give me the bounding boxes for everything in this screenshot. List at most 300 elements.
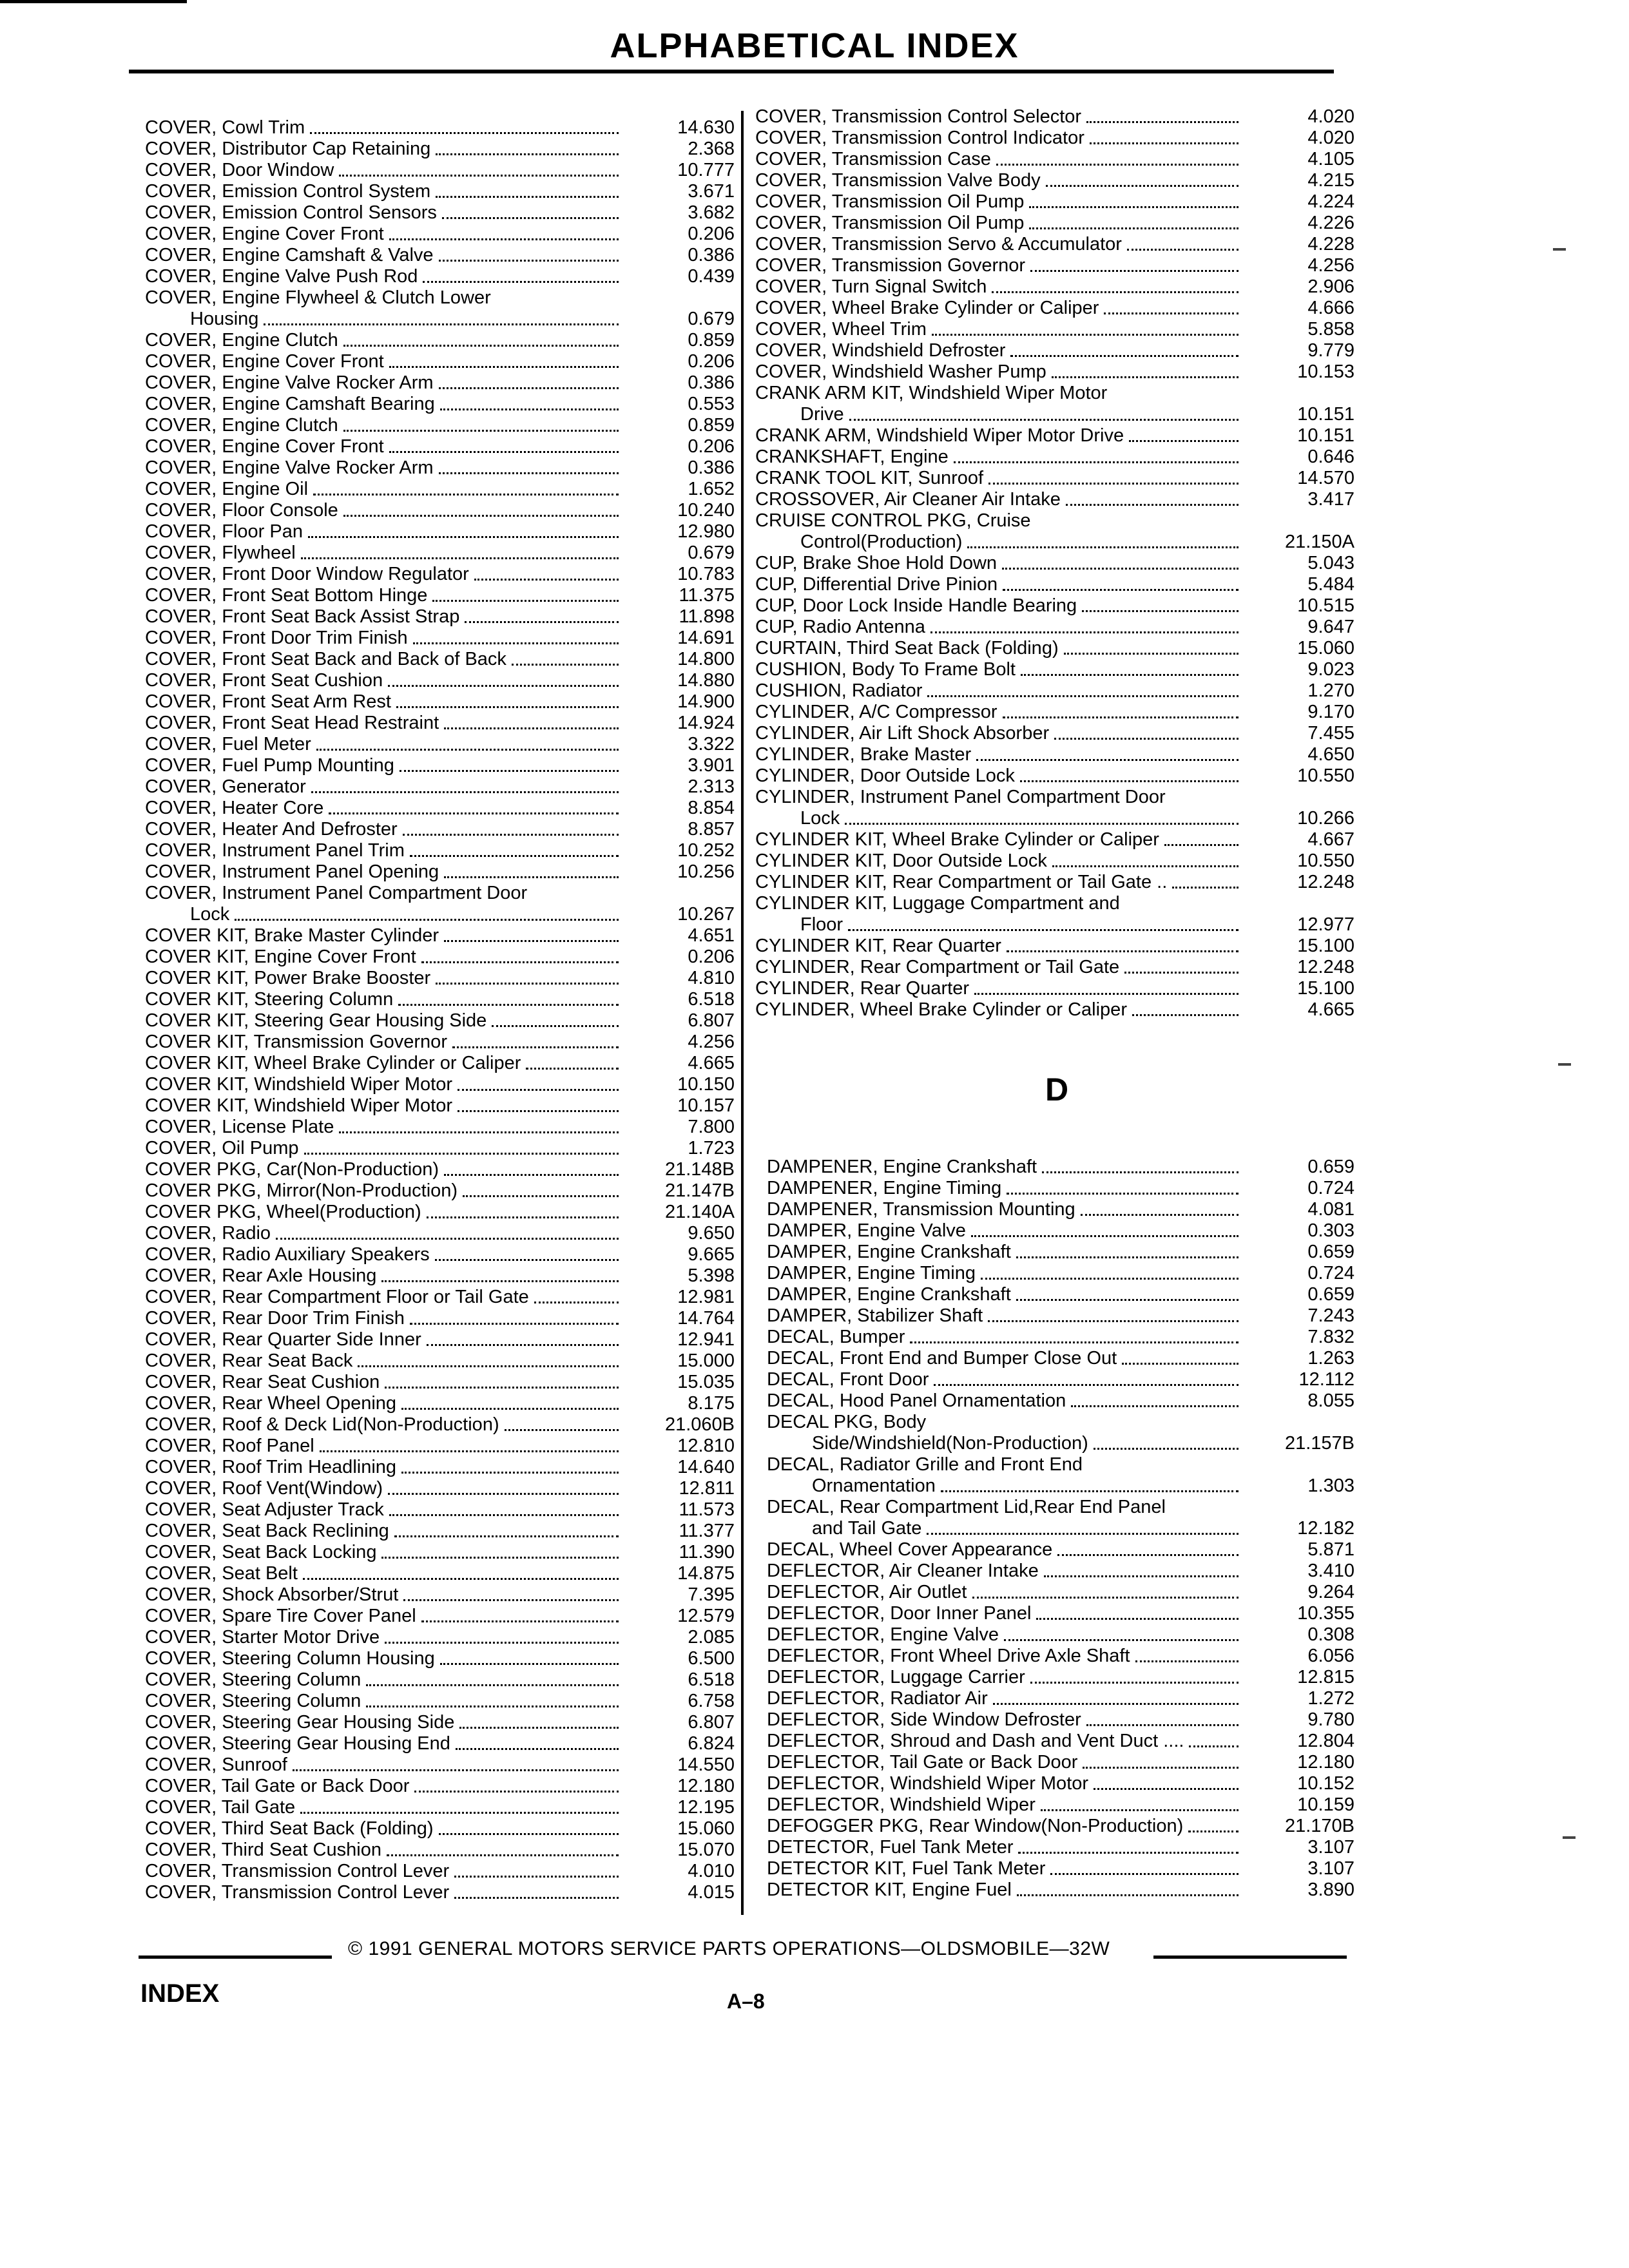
- entry-label: DECAL, Bumper: [767, 1327, 905, 1347]
- index-entry: [767, 1773, 1354, 1794]
- dot-leader: [388, 685, 619, 687]
- index-entry: [145, 1095, 735, 1117]
- dot-leader: [432, 600, 619, 602]
- entry-page-ref: 9.780: [1307, 1709, 1354, 1730]
- entry-page-ref: 10.777: [677, 160, 735, 180]
- entry-page-ref: 15.070: [677, 1840, 735, 1860]
- entry-label: COVER, Seat Adjuster Track: [145, 1499, 384, 1520]
- index-entry: [145, 1308, 735, 1329]
- index-entry: [755, 468, 1354, 489]
- entry-page-ref: 6.824: [688, 1733, 735, 1754]
- dot-leader: [981, 1278, 1239, 1280]
- dot-leader: [1083, 1767, 1239, 1769]
- footer-rule-right: [1153, 1956, 1347, 1959]
- entry-label: COVER KIT, Windshield Wiper Motor: [145, 1095, 453, 1116]
- entry-label: DETECTOR KIT, Engine Fuel: [767, 1879, 1012, 1900]
- index-entry: [145, 139, 735, 160]
- index-entry: [145, 1521, 735, 1542]
- entry-page-ref: 12.195: [677, 1797, 735, 1818]
- dot-leader: [1094, 1788, 1239, 1790]
- entry-page-ref: 1.723: [688, 1138, 735, 1158]
- entry-page-ref: 12.248: [1297, 872, 1354, 892]
- entry-label: DAMPER, Stabilizer Shaft: [767, 1305, 983, 1326]
- dot-leader: [927, 1533, 1239, 1535]
- entry-page-ref: 21.157B: [1284, 1433, 1354, 1454]
- dot-leader: [403, 834, 619, 836]
- index-entry: [755, 659, 1354, 680]
- entry-label: COVER, Steering Gear Housing End: [145, 1733, 450, 1754]
- index-entry: [145, 1010, 735, 1032]
- entry-label: COVER, Engine Cover Front: [145, 351, 384, 372]
- entry-page-ref: 6.807: [688, 1712, 735, 1733]
- entry-label: COVER, Engine Cover Front: [145, 224, 384, 244]
- margin-tick: [1553, 248, 1566, 251]
- index-entry: [755, 383, 1354, 425]
- index-entry: [145, 1776, 735, 1797]
- entry-label: COVER KIT, Brake Master Cylinder: [145, 925, 439, 946]
- index-entry: [755, 765, 1354, 787]
- entry-label: CYLINDER KIT, Wheel Brake Cylinder or Caliper: [755, 829, 1159, 850]
- entry-page-ref: 21.060B: [664, 1414, 735, 1435]
- dot-leader: [1086, 121, 1239, 123]
- dot-leader: [1042, 1171, 1239, 1173]
- index-entry: [145, 287, 735, 330]
- index-entry: [145, 521, 735, 543]
- entry-page-ref: 0.439: [688, 266, 735, 287]
- entry-label: DAMPENER, Engine Timing: [767, 1178, 1002, 1198]
- entry-label: COVER, Transmission Control Selector: [755, 106, 1082, 127]
- entry-page-ref: 12.579: [677, 1606, 735, 1626]
- dot-leader: [387, 1854, 619, 1856]
- dot-leader: [401, 1408, 619, 1410]
- index-entry: [145, 224, 735, 245]
- index-entry: [145, 691, 735, 713]
- dot-leader: [442, 217, 619, 219]
- dot-leader: [1164, 844, 1239, 846]
- entry-label: DAMPER, Engine Crankshaft: [767, 1284, 1011, 1305]
- entry-page-ref: 14.691: [677, 628, 735, 648]
- entry-label: DEFLECTOR, Luggage Carrier: [767, 1667, 1025, 1687]
- dot-leader: [435, 1259, 619, 1261]
- entry-page-ref: 12.182: [1297, 1518, 1354, 1539]
- entry-label: COVER, Front Seat Head Restraint: [145, 713, 439, 733]
- dot-leader: [1086, 1724, 1239, 1726]
- dot-leader: [1021, 674, 1239, 676]
- footer-section-label: INDEX: [140, 1979, 220, 2008]
- entry-label: DEFLECTOR, Door Inner Panel: [767, 1603, 1032, 1624]
- entry-label: CRANKSHAFT, Engine: [755, 447, 949, 467]
- index-entry: [145, 181, 735, 202]
- entry-label: COVER, Front Door Window Regulator: [145, 564, 469, 584]
- entry-page-ref: 12.977: [1297, 914, 1354, 935]
- entry-page-ref: 0.859: [688, 330, 735, 351]
- entry-page-ref: 10.159: [1297, 1794, 1354, 1815]
- entry-page-ref: 4.256: [1307, 255, 1354, 276]
- dot-leader: [436, 196, 619, 198]
- dot-leader: [526, 1068, 619, 1070]
- index-entry: [145, 1159, 735, 1180]
- dot-leader: [385, 1387, 619, 1389]
- entry-label: CYLINDER, Instrument Panel Compartment Door: [755, 787, 1166, 807]
- section-letter-d: D: [1045, 1072, 1069, 1108]
- entry-label: DEFLECTOR, Air Cleaner Intake: [767, 1561, 1039, 1581]
- entry-page-ref: 5.858: [1307, 319, 1354, 340]
- index-entry: [145, 861, 735, 883]
- entry-label: COVER, Distributor Cap Retaining: [145, 139, 431, 159]
- dot-leader: [463, 1195, 619, 1197]
- index-entry: [767, 1561, 1354, 1582]
- index-entry: [767, 1348, 1354, 1369]
- entry-label-continuation: and Tail Gate: [812, 1518, 922, 1539]
- dot-leader: [1188, 1831, 1239, 1832]
- entry-label: DEFLECTOR, Shroud and Dash and Vent Duct ....: [767, 1731, 1184, 1751]
- dot-leader: [1066, 504, 1239, 506]
- index-entry: [145, 1499, 735, 1521]
- dot-leader: [403, 1599, 619, 1601]
- index-entry: [145, 968, 735, 989]
- entry-label: COVER, Tail Gate or Back Door: [145, 1776, 410, 1796]
- dot-leader: [1129, 440, 1239, 442]
- index-entry: [755, 936, 1354, 957]
- index-entry: [145, 883, 735, 925]
- dot-leader: [1064, 653, 1239, 655]
- index-entry: [145, 266, 735, 287]
- index-entry: [767, 1858, 1354, 1879]
- entry-page-ref: 14.880: [677, 670, 735, 691]
- entry-label: COVER, Door Window: [145, 160, 334, 180]
- entry-page-ref: 14.764: [677, 1308, 735, 1329]
- entry-label: DEFLECTOR, Windshield Wiper: [767, 1794, 1036, 1815]
- entry-page-ref: 12.112: [1298, 1369, 1354, 1390]
- entry-label: DEFLECTOR, Front Wheel Drive Axle Shaft: [767, 1646, 1130, 1666]
- dot-leader: [339, 175, 619, 177]
- dot-leader: [1127, 249, 1239, 251]
- entry-page-ref: 4.667: [1307, 829, 1354, 850]
- index-entry: [145, 1202, 735, 1223]
- entry-page-ref: 0.206: [688, 224, 735, 244]
- entry-page-ref: 0.646: [1307, 447, 1354, 467]
- entry-label: COVER, Engine Clutch: [145, 330, 338, 351]
- entry-page-ref: 12.980: [677, 521, 735, 542]
- index-entry: [145, 925, 735, 947]
- entry-label: COVER, Tail Gate: [145, 1797, 296, 1818]
- entry-label: COVER, Transmission Governor: [755, 255, 1026, 276]
- dot-leader: [972, 1597, 1239, 1599]
- entry-label-continuation: Ornamentation: [812, 1475, 936, 1496]
- entry-page-ref: 7.243: [1307, 1305, 1354, 1326]
- entry-label: COVER, Fuel Meter: [145, 734, 311, 754]
- entry-label-continuation: Housing: [190, 309, 259, 329]
- entry-page-ref: 0.206: [688, 436, 735, 457]
- dot-leader: [423, 281, 619, 283]
- entry-label: COVER, Front Seat Bottom Hinge: [145, 585, 428, 606]
- entry-label: COVER, Transmission Control Lever: [145, 1882, 450, 1903]
- entry-label: COVER, Seat Back Locking: [145, 1542, 377, 1562]
- index-entry: [767, 1794, 1354, 1816]
- dot-leader: [452, 1046, 619, 1048]
- entry-label-continuation: Lock: [800, 808, 840, 829]
- entry-label-continuation: Drive: [800, 404, 844, 425]
- index-entry: [755, 489, 1354, 510]
- entry-page-ref: 4.010: [688, 1861, 735, 1881]
- dot-leader: [427, 1216, 619, 1218]
- dot-leader: [993, 1703, 1239, 1705]
- entry-label-continuation: Side/Windshield(Non-Production): [812, 1433, 1088, 1454]
- dot-leader: [389, 451, 619, 453]
- entry-page-ref: 0.859: [688, 415, 735, 436]
- entry-label: COVER PKG, Mirror(Non-Production): [145, 1180, 458, 1201]
- entry-page-ref: 10.256: [677, 861, 735, 882]
- index-entry: [755, 425, 1354, 447]
- entry-page-ref: 12.981: [677, 1287, 735, 1307]
- dot-leader: [308, 536, 619, 538]
- index-entry: [755, 595, 1354, 617]
- dot-leader: [1090, 142, 1239, 144]
- entry-label: DETECTOR, Fuel Tank Meter: [767, 1837, 1014, 1858]
- dot-leader: [927, 695, 1239, 697]
- index-entry: [755, 829, 1354, 850]
- dot-leader: [313, 494, 619, 495]
- entry-page-ref: 4.666: [1307, 298, 1354, 318]
- entry-label: DAMPER, Engine Crankshaft: [767, 1242, 1011, 1262]
- dot-leader: [910, 1341, 1239, 1343]
- entry-page-ref: 21.148B: [664, 1159, 735, 1180]
- dot-leader: [941, 1490, 1239, 1492]
- entry-page-ref: 2.906: [1307, 276, 1354, 297]
- index-entry: [145, 1648, 735, 1669]
- entry-page-ref: 12.804: [1297, 1731, 1354, 1751]
- index-entry: [755, 106, 1354, 128]
- dot-leader: [440, 408, 619, 410]
- index-entry: [145, 1180, 735, 1202]
- entry-label: CUP, Brake Shoe Hold Down: [755, 553, 998, 573]
- entry-page-ref: 4.081: [1307, 1199, 1354, 1220]
- dot-leader: [512, 664, 619, 666]
- entry-page-ref: 15.100: [1297, 978, 1354, 999]
- entry-label: COVER, Oil Pump: [145, 1138, 299, 1158]
- entry-label: COVER KIT, Power Brake Booster: [145, 968, 431, 988]
- entry-page-ref: 10.355: [1297, 1603, 1354, 1624]
- entry-page-ref: 14.640: [677, 1457, 735, 1477]
- footer-copyright: © 1991 GENERAL MOTORS SERVICE PARTS OPERATIONS—OLDSMOBILE—32W: [348, 1938, 1110, 1959]
- entry-page-ref: 14.875: [677, 1563, 735, 1584]
- index-entry: [145, 1882, 735, 1903]
- entry-label: COVER, Cowl Trim: [145, 117, 305, 138]
- entry-page-ref: 10.252: [677, 840, 735, 861]
- footer-rule-left: [139, 1956, 332, 1959]
- entry-label: CYLINDER, A/C Compressor: [755, 702, 998, 722]
- index-entry: [767, 1752, 1354, 1773]
- index-entry: [145, 543, 735, 564]
- dot-leader: [440, 1663, 619, 1665]
- page-number: A–8: [727, 1990, 765, 2013]
- entry-page-ref: 8.175: [688, 1393, 735, 1414]
- entry-page-ref: 0.724: [1307, 1263, 1354, 1283]
- entry-page-ref: 10.153: [1297, 361, 1354, 382]
- index-entry: [767, 1816, 1354, 1837]
- dot-leader: [932, 334, 1239, 336]
- entry-label: COVER, Floor Pan: [145, 521, 303, 542]
- entry-page-ref: 4.228: [1307, 234, 1354, 255]
- dot-leader: [1172, 887, 1239, 889]
- entry-label: COVER, Flywheel: [145, 543, 296, 563]
- index-entry: [145, 1350, 735, 1372]
- entry-label: COVER, Rear Wheel Opening: [145, 1393, 397, 1414]
- dot-leader: [413, 642, 619, 644]
- index-entry: [755, 850, 1354, 872]
- index-entry: [145, 649, 735, 670]
- entry-page-ref: 0.308: [1307, 1624, 1354, 1645]
- entry-label: DAMPER, Engine Valve: [767, 1220, 966, 1241]
- dot-leader: [303, 1578, 619, 1580]
- entry-label: COVER, Engine Cover Front: [145, 436, 384, 457]
- entry-page-ref: 9.170: [1307, 702, 1354, 722]
- index-entry: [767, 1390, 1354, 1412]
- dot-leader: [436, 153, 619, 155]
- index-entry: [767, 1624, 1354, 1646]
- entry-page-ref: 10.151: [1297, 404, 1354, 425]
- dot-leader: [385, 1642, 619, 1644]
- index-entry: [145, 351, 735, 372]
- dot-leader: [1082, 610, 1239, 612]
- dot-leader: [1044, 1575, 1239, 1577]
- entry-label: COVER, Radio: [145, 1223, 271, 1244]
- dot-leader: [439, 260, 619, 262]
- dot-leader: [410, 855, 619, 857]
- dot-leader: [534, 1302, 619, 1303]
- index-entry: [755, 319, 1354, 340]
- dot-leader: [1016, 1299, 1239, 1301]
- index-entry: [145, 947, 735, 968]
- entry-label: COVER, Steering Column: [145, 1669, 361, 1690]
- index-entry: [767, 1220, 1354, 1242]
- dot-leader: [971, 1235, 1239, 1237]
- dot-leader: [1018, 1852, 1239, 1854]
- index-entry: [145, 1861, 735, 1882]
- index-entry: [145, 1669, 735, 1691]
- entry-page-ref: 12.811: [679, 1478, 735, 1499]
- entry-page-ref: 4.020: [1307, 106, 1354, 127]
- entry-label: CYLINDER KIT, Rear Compartment or Tail Gate ..: [755, 872, 1168, 892]
- index-entry: [145, 1627, 735, 1648]
- entry-label: DEFLECTOR, Engine Valve: [767, 1624, 999, 1645]
- entry-label: CYLINDER, Air Lift Shock Absorber: [755, 723, 1050, 744]
- index-entry: [145, 436, 735, 457]
- entry-label: CROSSOVER, Air Cleaner Air Intake: [755, 489, 1061, 510]
- entry-page-ref: 9.023: [1307, 659, 1354, 680]
- dot-leader: [396, 706, 619, 708]
- index-entry: [145, 1818, 735, 1840]
- dot-leader: [427, 1344, 619, 1346]
- entry-label: COVER, Engine Camshaft & Valve: [145, 245, 434, 265]
- entry-page-ref: 10.266: [1297, 808, 1354, 829]
- margin-tick: [1563, 1836, 1576, 1839]
- dot-leader: [465, 621, 619, 623]
- index-entry: [145, 713, 735, 734]
- dot-leader: [358, 1365, 619, 1367]
- dot-leader: [974, 993, 1239, 995]
- entry-label: COVER, Front Seat Back and Back of Back: [145, 649, 506, 669]
- dot-leader: [401, 1472, 619, 1474]
- entry-label: COVER, Fuel Pump Mounting: [145, 755, 394, 776]
- dot-leader: [988, 1320, 1239, 1322]
- index-entry: [767, 1603, 1354, 1624]
- index-entry: [145, 1414, 735, 1436]
- entry-label: CYLINDER, Rear Quarter: [755, 978, 969, 999]
- dot-leader: [293, 1769, 619, 1771]
- dot-leader: [845, 823, 1239, 825]
- index-entry: [145, 1223, 735, 1244]
- index-entry: [767, 1709, 1354, 1731]
- entry-page-ref: 4.665: [1307, 999, 1354, 1020]
- index-entry: [767, 1157, 1354, 1178]
- entry-page-ref: 1.263: [1307, 1348, 1354, 1369]
- entry-page-ref: 9.779: [1307, 340, 1354, 361]
- dot-leader: [456, 1748, 619, 1750]
- index-entry: [767, 1539, 1354, 1561]
- entry-page-ref: 10.267: [677, 904, 735, 925]
- dot-leader: [421, 961, 619, 963]
- entry-page-ref: 11.573: [679, 1499, 735, 1520]
- dot-leader: [848, 929, 1239, 931]
- index-entry: [145, 1436, 735, 1457]
- dot-leader: [366, 1684, 619, 1686]
- index-entry: [145, 202, 735, 224]
- index-entry: [145, 1265, 735, 1287]
- index-entry: [145, 457, 735, 479]
- index-entry: [755, 574, 1354, 595]
- dot-leader: [1132, 1014, 1239, 1016]
- dot-leader: [394, 1535, 619, 1537]
- index-entry: [145, 670, 735, 691]
- entry-page-ref: 2.085: [688, 1627, 735, 1648]
- dot-leader: [1104, 312, 1239, 314]
- entry-label: CYLINDER, Brake Master: [755, 744, 972, 765]
- entry-page-ref: 3.890: [1307, 1879, 1354, 1900]
- dot-leader: [1036, 1618, 1239, 1620]
- dot-leader: [304, 1153, 619, 1155]
- index-entry: [145, 1287, 735, 1308]
- entry-label: COVER, Seat Back Reclining: [145, 1521, 389, 1541]
- index-entry: [145, 1457, 735, 1478]
- index-entry: [767, 1284, 1354, 1305]
- entry-label: COVER, Engine Oil: [145, 479, 309, 499]
- entry-label: COVER, Steering Column: [145, 1691, 361, 1711]
- entry-page-ref: 14.630: [677, 117, 735, 138]
- dot-leader: [1004, 1639, 1239, 1641]
- index-entry: [145, 1032, 735, 1053]
- entry-label: COVER KIT, Steering Gear Housing Side: [145, 1010, 487, 1031]
- index-entry: [145, 394, 735, 415]
- dot-leader: [311, 791, 619, 793]
- index-entry: [755, 553, 1354, 574]
- entry-label: CUSHION, Body To Frame Bolt: [755, 659, 1016, 680]
- dot-leader: [934, 1384, 1239, 1386]
- entry-label: COVER, Wheel Trim: [755, 319, 927, 340]
- entry-label: COVER, Spare Tire Cover Panel: [145, 1606, 416, 1626]
- entry-label: COVER, Front Seat Arm Rest: [145, 691, 391, 712]
- entry-label: CUP, Differential Drive Pinion: [755, 574, 998, 595]
- dot-leader: [458, 1089, 619, 1091]
- dot-leader: [301, 557, 619, 559]
- entry-label: COVER, Rear Seat Cushion: [145, 1372, 380, 1392]
- dot-leader: [1122, 1363, 1239, 1365]
- entry-page-ref: 4.226: [1307, 213, 1354, 233]
- entry-page-ref: 15.100: [1297, 936, 1354, 956]
- index-entry: [755, 680, 1354, 702]
- dot-leader: [414, 1791, 619, 1792]
- entry-label: DETECTOR KIT, Fuel Tank Meter: [767, 1858, 1046, 1879]
